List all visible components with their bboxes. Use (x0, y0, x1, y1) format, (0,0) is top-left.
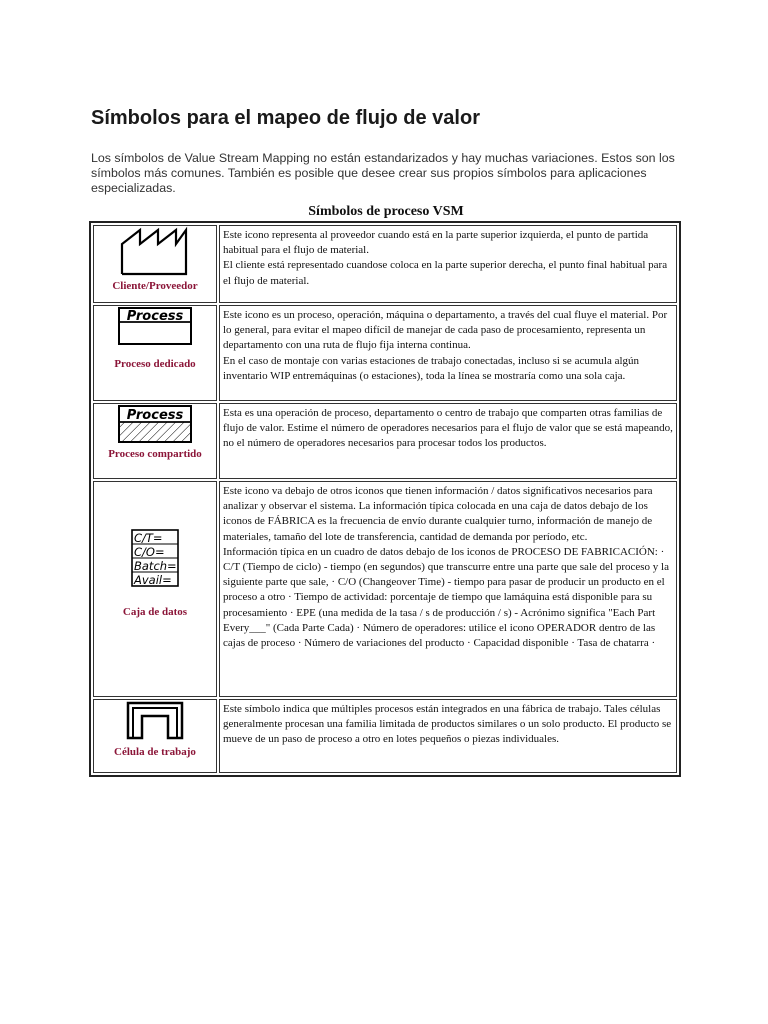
icon-cell (93, 305, 217, 401)
description-text: Este icono representa al proveedor cuando está en la parte superior izquierda, el punto de partida habitual para el flujo de material. El cliente está representado cuandose coloca en la parte superior derecha, el punto final habitual para el flujo de material. (223, 229, 668, 287)
shared-process-icon-text: Process (126, 408, 184, 423)
icon-cell (93, 403, 217, 479)
symbol-description (219, 403, 677, 479)
description-text: Este icono es un proceso, operación, máquina o departamento, a través del cual fluye el material. Por lo general, para evitar el mapeo difícil de manejar de cada paso de procesamiento, representa un departamento con una ruta de flujo fija interna continua. En el caso de montaje con varias estaciones de trabajo conectadas, incluso si se acumula algún inventario WIP entremáquinas (o estaciones), toda la línea se mostraría como una sola caja. (223, 309, 668, 382)
symbol-label: Proceso compartido (108, 448, 202, 460)
table-caption: Símbolos de proceso VSM (308, 204, 464, 219)
data-box-line: C/T= (134, 531, 163, 545)
data-box-line: Batch= (134, 559, 177, 573)
symbol-description (219, 225, 677, 303)
symbol-label: Proceso dedicado (114, 358, 196, 370)
description-text: Este símbolo indica que múltiples procesos están integrados en una fábrica de trabajo. Tales células generalmente procesan una familia limitada de productos similares o un solo producto. El producto se mueve de un paso de proceso a otro en lotes pequeños o piezas individuales. (223, 703, 672, 746)
intro-paragraph: Los símbolos de Value Stream Mapping no están estandarizados y hay muchas variaciones. Estos son los símbolos más comunes. También es posible que desee crear sus propios símbolos para aplicaciones especializadas. (91, 151, 675, 195)
table-row (93, 225, 677, 303)
table-row (93, 699, 677, 773)
icon-cell (93, 481, 217, 697)
vsm-symbols-table (89, 221, 681, 777)
table-row (93, 305, 677, 401)
shared-process-icon (117, 404, 193, 444)
symbol-label: Cliente/Proveedor (112, 280, 198, 292)
description-text: Esta es una operación de proceso, departamento o centro de trabajo que comparten otras familias de flujo de valor. Estime el número de operadores necesarios para el flujo de valor que se está mapeando, no el número de operadores necesarios para procesar todos los productos. (223, 407, 673, 450)
data-box-line: C/O= (134, 545, 165, 559)
table-row (93, 481, 677, 697)
data-box-icon (130, 528, 180, 588)
table-row (93, 403, 677, 479)
process-icon-text: Process (126, 309, 184, 324)
icon-cell (93, 699, 217, 773)
factory-icon (120, 226, 190, 276)
description-text: Este icono va debajo de otros iconos que tienen información / datos significativos necesarios para analizar y observar el sistema. La información típica colocada en una caja de datos debajo de los iconos de FÁBRICA es la frecuencia de envío durante cualquier turno, información de manejo de materiales, tamaño del lote de transferencia, cantidad de demanda por período, etc. Información típica en un cuadro de datos debajo de los iconos de PROCESO DE FABRICACIÓN: · C/T (Tiempo de ciclo) - tiempo (en segundos) que transcurre entre una parte que sale del proceso y la siguiente parte que sale, · C/O (Changeover Time) - tiempo para pasar de producir un producto en el proceso a otro · Tiempo de actividad: porcentaje de tiempo que lamáquina está disponible para su procesamiento · EPE (una medida de la tasa / s de producción / s) - Acrónimo significa "Each Part Every___" (Cada Parte Cada) · Número de operadores: utilice el icono OPERADOR dentro de las cajas de proceso · Número de variaciones del producto · Capacidad disponible · Tasa de chatarra · (223, 485, 669, 650)
symbol-description (219, 699, 677, 773)
symbol-label: Célula de trabajo (114, 746, 196, 758)
symbol-label: Caja de datos (122, 606, 188, 618)
icon-cell (93, 225, 217, 303)
work-cell-icon (125, 700, 185, 740)
symbol-description (219, 481, 677, 697)
page-title: Símbolos para el mapeo de flujo de valor (91, 107, 480, 129)
symbol-description (219, 305, 677, 401)
process-box-icon (117, 306, 193, 346)
data-box-line: Avail= (134, 573, 172, 587)
